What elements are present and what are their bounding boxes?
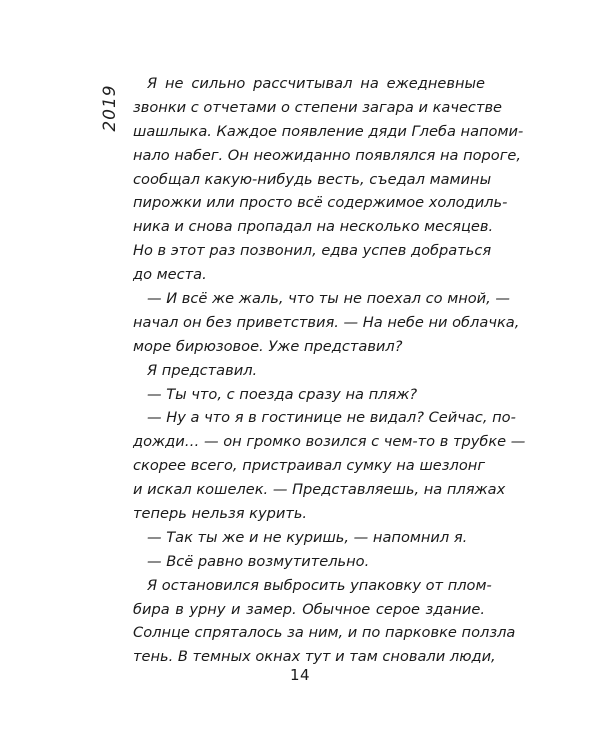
body-text [133,72,526,669]
text-line: звонки с отчетами о степени загара и качестве [133,98,503,116]
text-line: начал он без приветствия. — На небе ни облачка, [133,313,520,331]
text-line: дожди… — он громко возился с чем-то в трубке — [133,433,526,451]
text-line: Я остановился выбросить упаковку от плом- [147,576,492,594]
text-line: — Ну а что я в гостинице не видал? Сейчас, по- [147,409,516,427]
text-line: шашлыка. Каждое появление дяди Глеба напоми- [133,122,524,140]
running-header-year: 2019 [100,84,120,132]
text-line: — Всё равно возмутительно. [147,552,370,570]
text-line: Солнце спряталось за ним, и по парковке ползла [133,624,516,642]
text-line: тень. В темных окнах тут и там сновали люди, [133,648,496,666]
text-line: Я не сильно рассчитывал на ежедневные [147,75,485,92]
text-line: бира в урну и замер. Обычное серое здание. [133,600,485,618]
text-line: теперь нельзя курить. [133,505,308,523]
page-number: 14 [289,666,311,684]
text-line: Я представил. [147,361,258,379]
text-line: — И всё же жаль, что ты не поехал со мной, — [147,290,511,308]
text-line: и искал кошелек. — Представляешь, на пляжах [133,481,506,499]
text-line: — Ты что, с поезда сразу на пляж? [147,385,418,403]
text-line: пирожки или просто всё содержимое холодиль- [133,194,508,212]
text-line: море бирюзовое. Уже представил? [133,337,403,355]
text-line: нало набег. Он неожиданно появлялся на пороге, [133,146,522,164]
text-line: до места. [133,266,207,284]
text-line: скорее всего, пристраивал сумку на шезлонг [133,457,485,475]
text-line: ника и снова пропадал на несколько месяцев. [133,218,494,236]
text-line: Но в этот раз позвонил, едва успев добраться [133,242,492,260]
text-line: — Так ты же и не куришь, — напомнил я. [147,528,468,546]
text-line: сообщал какую-нибудь весть, съедал мамины [133,170,492,188]
